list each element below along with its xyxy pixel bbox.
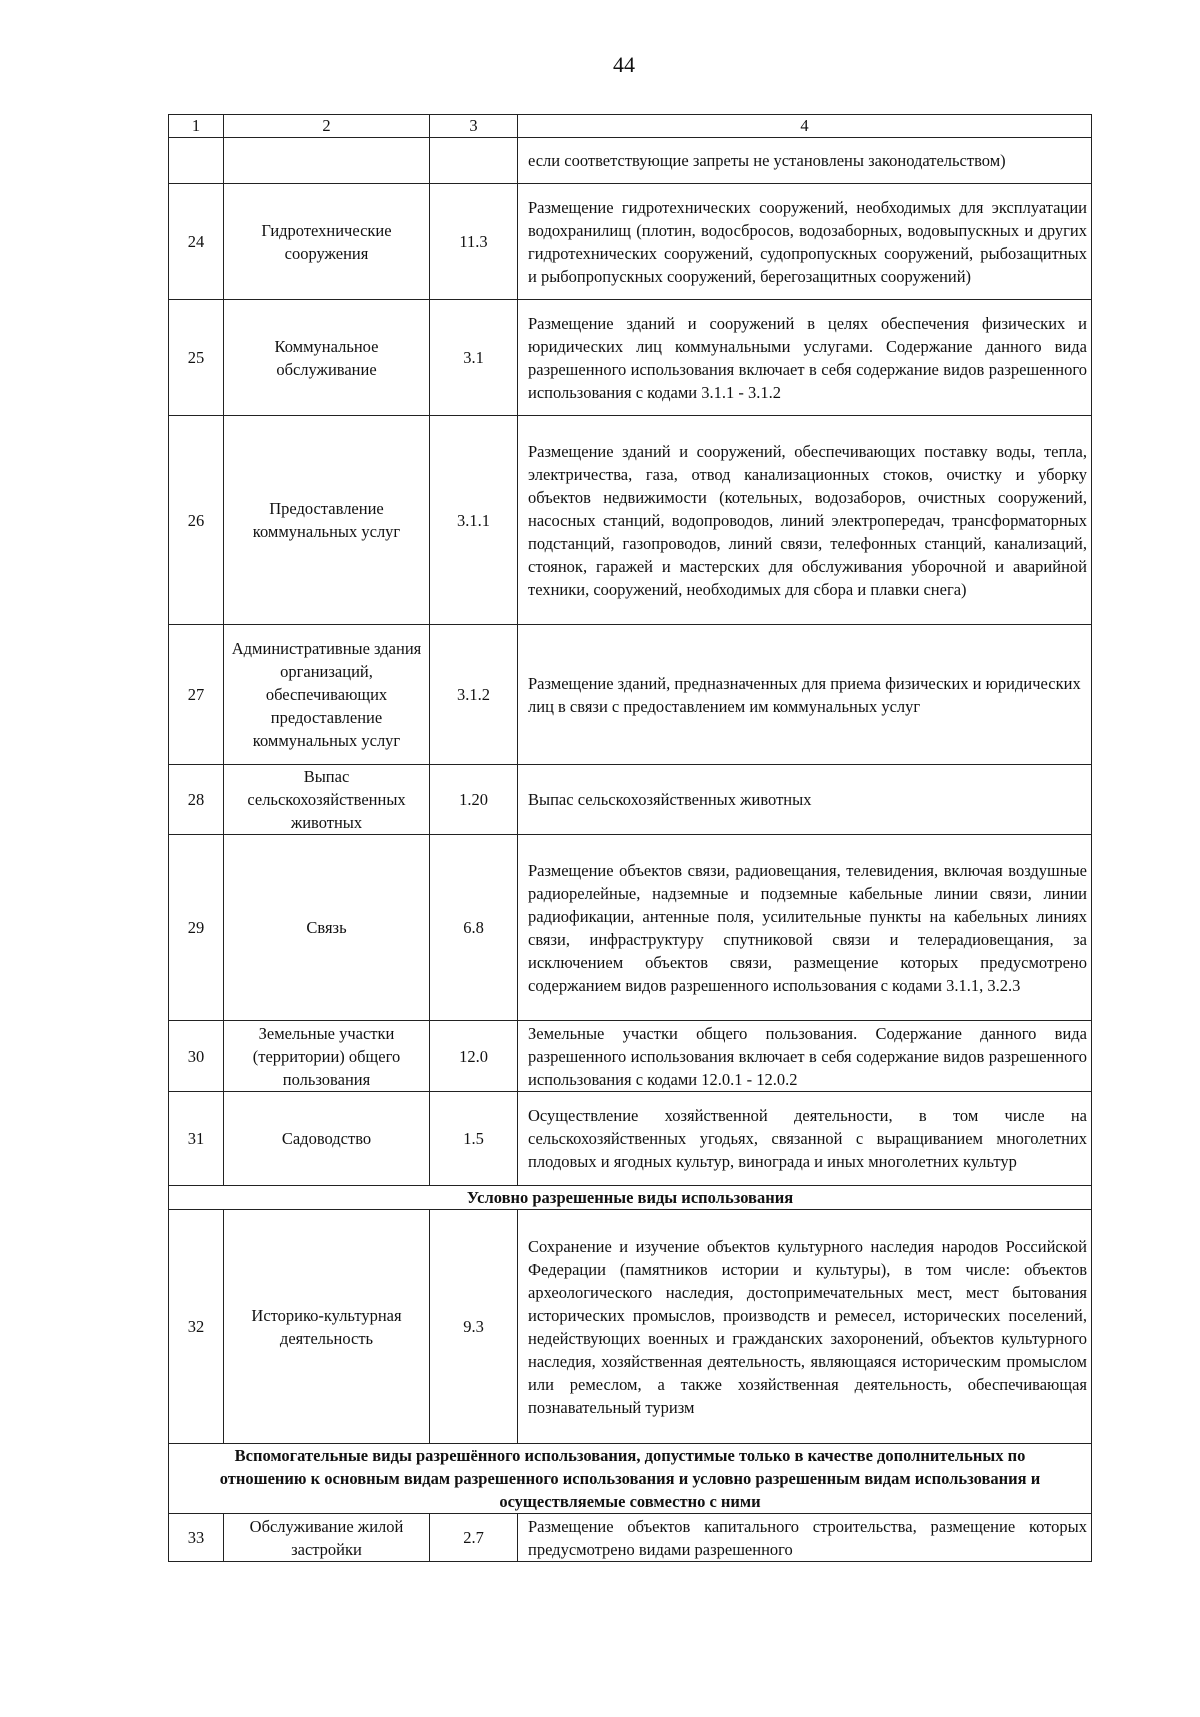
row-description-cell: Размещение зданий, предназначенных для приема физических и юридических лиц в связи с предоставлением им коммунальных услуг [518,625,1092,765]
row-description-cell: Размещение объектов связи, радиовещания, телевидения, включая воздушные радиорелейные, надземные и подземные кабельные линии связи, линии радиофикации, антенные поля, усилительные пункты на кабельных линиях связи, инфраструктуру спутниковой связи и телерадиовещания, за исключением объектов связи, размещение которых предусмотрено содержанием видов разрешенного использования с кодами 3.1.1, 3.2.3 [518,835,1092,1021]
row-name-cell: Историко-культурная деятельность [224,1210,430,1444]
row-code-cell: 2.7 [430,1514,518,1562]
page-number: 44 [613,52,635,77]
row-description-cell: Земельные участки общего пользования. Содержание данного вида разрешенного использования включает в себя содержание видов разрешенного использования с кодами 12.0.1 - 12.0.2 [518,1021,1092,1092]
table-row [169,1210,1092,1444]
row-description-cell: Размещение объектов капитального строительства, размещение которых предусмотрено видами разрешенного [518,1514,1092,1562]
row-name-cell: Выпас сельскохозяйственных животных [224,765,430,835]
section-row-auxiliary [169,1444,1092,1514]
section-row-conditional [169,1186,1092,1210]
row-description-cell: Выпас сельскохозяйственных животных [518,765,1092,835]
row-code-cell: 6.8 [430,835,518,1021]
row-description-cell: если соответствующие запреты не установлены законодательством) [518,138,1092,184]
row-number-cell: 24 [169,184,224,300]
row-name-cell [224,138,430,184]
table-row [169,765,1092,835]
table-row [169,300,1092,416]
row-name-cell: Административные здания организаций, обеспечивающих предоставление коммунальных услуг [224,625,430,765]
table-row [169,184,1092,300]
row-name-cell: Садоводство [224,1092,430,1186]
row-number-cell: 31 [169,1092,224,1186]
row-code-cell: 3.1.1 [430,416,518,625]
row-name-cell: Земельные участки (территории) общего пользования [224,1021,430,1092]
row-code-cell: 9.3 [430,1210,518,1444]
row-description-cell: Осуществление хозяйственной деятельности, в том числе на сельскохозяйственных угодьях, связанной с выращиванием многолетних плодовых и ягодных культур, винограда и иных многолетних культур [518,1092,1092,1186]
row-code-cell: 1.20 [430,765,518,835]
row-code-cell: 11.3 [430,184,518,300]
row-number-cell: 33 [169,1514,224,1562]
row-name-cell: Предоставление коммунальных услуг [224,416,430,625]
row-number-cell [169,138,224,184]
column-number-row [169,115,1092,138]
table-row [169,1092,1092,1186]
table-row [169,416,1092,625]
row-code-cell: 3.1 [430,300,518,416]
land-use-table [168,114,1092,1562]
column-number-2: 2 [224,115,430,138]
row-number-cell: 29 [169,835,224,1021]
column-number-3: 3 [430,115,518,138]
section-heading-conditional: Условно разрешенные виды использования [169,1186,1092,1210]
column-number-1: 1 [169,115,224,138]
row-description-cell: Размещение зданий и сооружений в целях обеспечения физических и юридических лиц коммунальными услугами. Содержание данного вида разрешенного использования включает в себя содержание видов разрешенного использования с кодами 3.1.1 - 3.1.2 [518,300,1092,416]
row-code-cell: 12.0 [430,1021,518,1092]
row-code-cell [430,138,518,184]
column-number-4: 4 [518,115,1092,138]
row-code-cell: 1.5 [430,1092,518,1186]
table-row [169,1514,1092,1562]
row-code-cell: 3.1.2 [430,625,518,765]
row-number-cell: 25 [169,300,224,416]
row-number-cell: 28 [169,765,224,835]
section-heading-auxiliary: Вспомогательные виды разрешённого использования, допустимые только в качестве дополнительных по отношению к основным видам разрешенного использования и условно разрешенным видам использования и осуществляемые совместно с ними [169,1444,1092,1514]
continued-row [169,138,1092,184]
row-description-cell: Размещение зданий и сооружений, обеспечивающих поставку воды, тепла, электричества, газа, отвод канализационных стоков, очистку и уборку объектов недвижимости (котельных, водозаборов, очистных сооружений, насосных станций, водопроводов, линий электропередач, трансформаторных подстанций, газопроводов, линий связи, телефонных станций, канализаций, стоянок, гаражей и мастерских для обслуживания уборочной и аварийной техники, сооружений, необходимых для сбора и плавки снега) [518,416,1092,625]
row-name-cell: Обслуживание жилой застройки [224,1514,430,1562]
row-description-cell: Размещение гидротехнических сооружений, необходимых для эксплуатации водохранилищ (плотин, водосбросов, водозаборных, водовыпускных и других гидротехнических сооружений, судопропускных сооружений, рыбозащитных и рыбопропускных сооружений, берегозащитных сооружений) [518,184,1092,300]
row-number-cell: 32 [169,1210,224,1444]
table-row [169,625,1092,765]
row-number-cell: 27 [169,625,224,765]
row-number-cell: 30 [169,1021,224,1092]
row-description-cell: Сохранение и изучение объектов культурного наследия народов Российской Федерации (памятников истории и культуры), в том числе: объектов археологического наследия, достопримечательных мест, мест бытования исторических промыслов, производств и ремесел, исторических поселений, недействующих военных и гражданских захоронений, объектов культурного наследия, хозяйственная деятельность, являющаяся историческим промыслом или ремеслом, а также хозяйственная деятельность, обеспечивающая познавательный туризм [518,1210,1092,1444]
row-name-cell: Связь [224,835,430,1021]
row-number-cell: 26 [169,416,224,625]
row-name-cell: Гидротехнические сооружения [224,184,430,300]
table-row [169,835,1092,1021]
row-name-cell: Коммунальное обслуживание [224,300,430,416]
table-row [169,1021,1092,1092]
